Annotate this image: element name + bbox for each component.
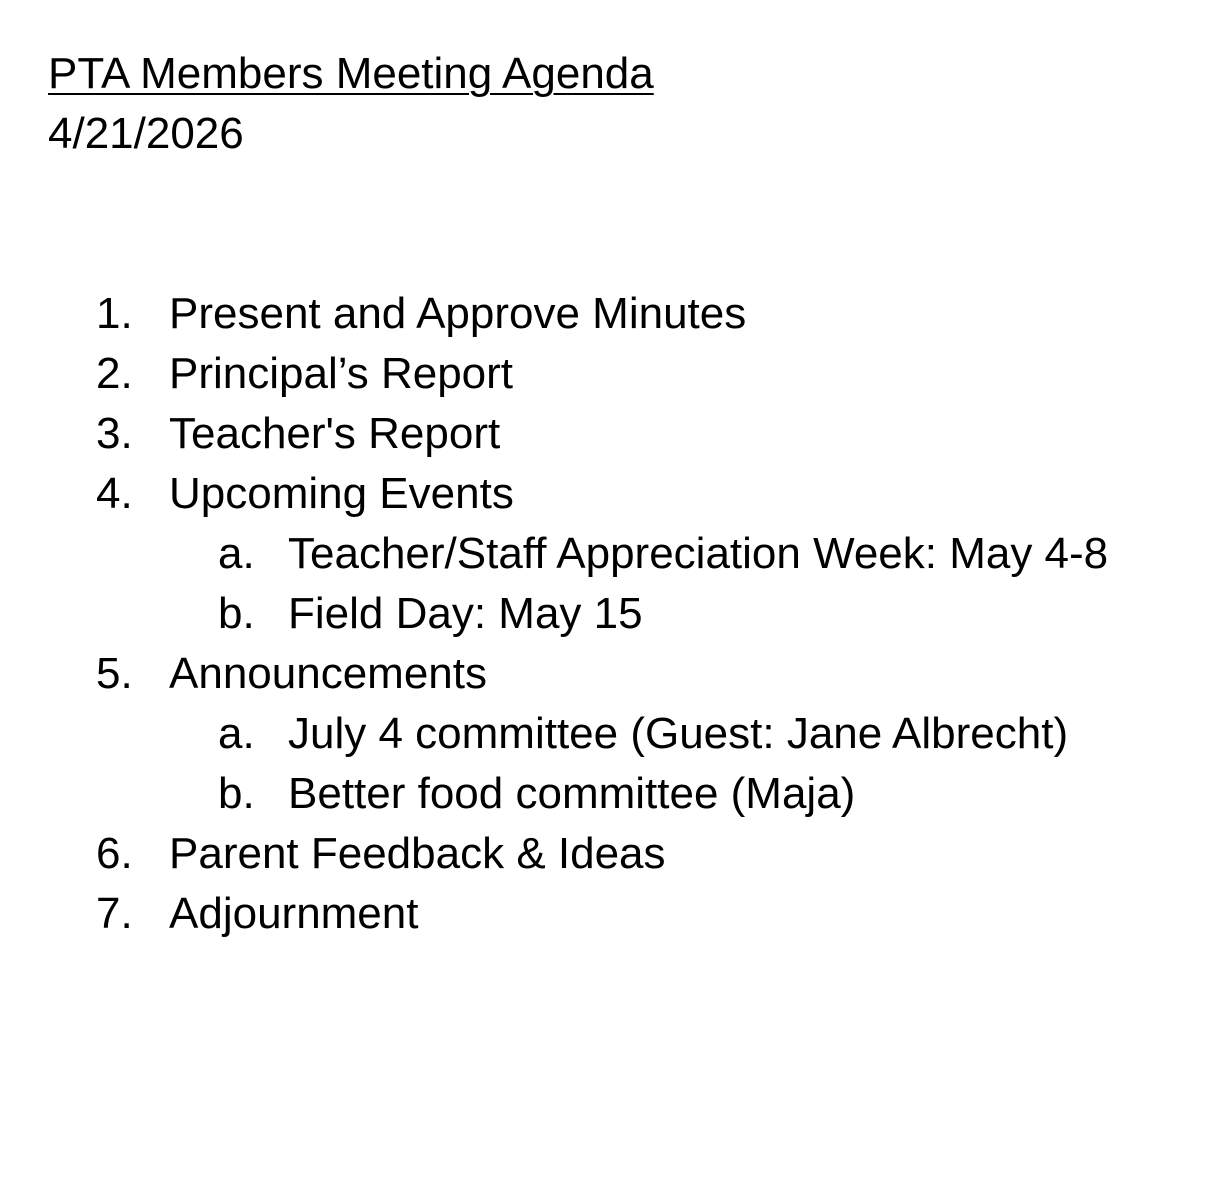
agenda-item [48, 644, 1168, 704]
agenda-subitem-text: July 4 committee (Guest: Jane Albrecht) [288, 709, 1069, 758]
agenda-item [48, 824, 1168, 884]
agenda-list [48, 284, 1168, 944]
agenda-item [48, 884, 1168, 944]
agenda-item-number: 4. [96, 469, 133, 518]
agenda-item-number: 6. [96, 829, 133, 878]
agenda-item-text: Principal’s Report [169, 349, 514, 398]
agenda-item-text: Announcements [169, 649, 487, 698]
document-date: 4/21/2026 [48, 109, 244, 158]
agenda-subitem [48, 524, 1168, 584]
agenda-item-text: Adjournment [169, 889, 419, 938]
agenda-subitem-letter: a. [218, 709, 255, 758]
agenda-item-number: 5. [96, 649, 133, 698]
agenda-item [48, 464, 1168, 524]
agenda-item-text: Teacher's Report [169, 409, 501, 458]
agenda-item [48, 344, 1168, 404]
agenda-item-text: Parent Feedback & Ideas [169, 829, 666, 878]
agenda-item [48, 284, 1168, 344]
agenda-subitem [48, 704, 1168, 764]
agenda-item-number: 1. [96, 289, 133, 338]
agenda-item-number: 2. [96, 349, 133, 398]
agenda-subitem-letter: a. [218, 529, 255, 578]
agenda-item [48, 404, 1168, 464]
agenda-subitem-letter: b. [218, 769, 255, 818]
agenda-subitem-text: Better food committee (Maja) [288, 769, 856, 818]
agenda-subitem-text: Teacher/Staff Appreciation Week: May 4-8 [288, 529, 1109, 578]
agenda-subitem [48, 764, 1168, 824]
agenda-subitem [48, 584, 1168, 644]
agenda-subitem-text: Field Day: May 15 [288, 589, 643, 638]
agenda-item-text: Upcoming Events [169, 469, 514, 518]
agenda-item-number: 3. [96, 409, 133, 458]
document-title: PTA Members Meeting Agenda [48, 49, 654, 98]
document-body [48, 44, 1168, 944]
agenda-item-text: Present and Approve Minutes [169, 289, 747, 338]
agenda-subitem-letter: b. [218, 589, 255, 638]
agenda-item-number: 7. [96, 889, 133, 938]
